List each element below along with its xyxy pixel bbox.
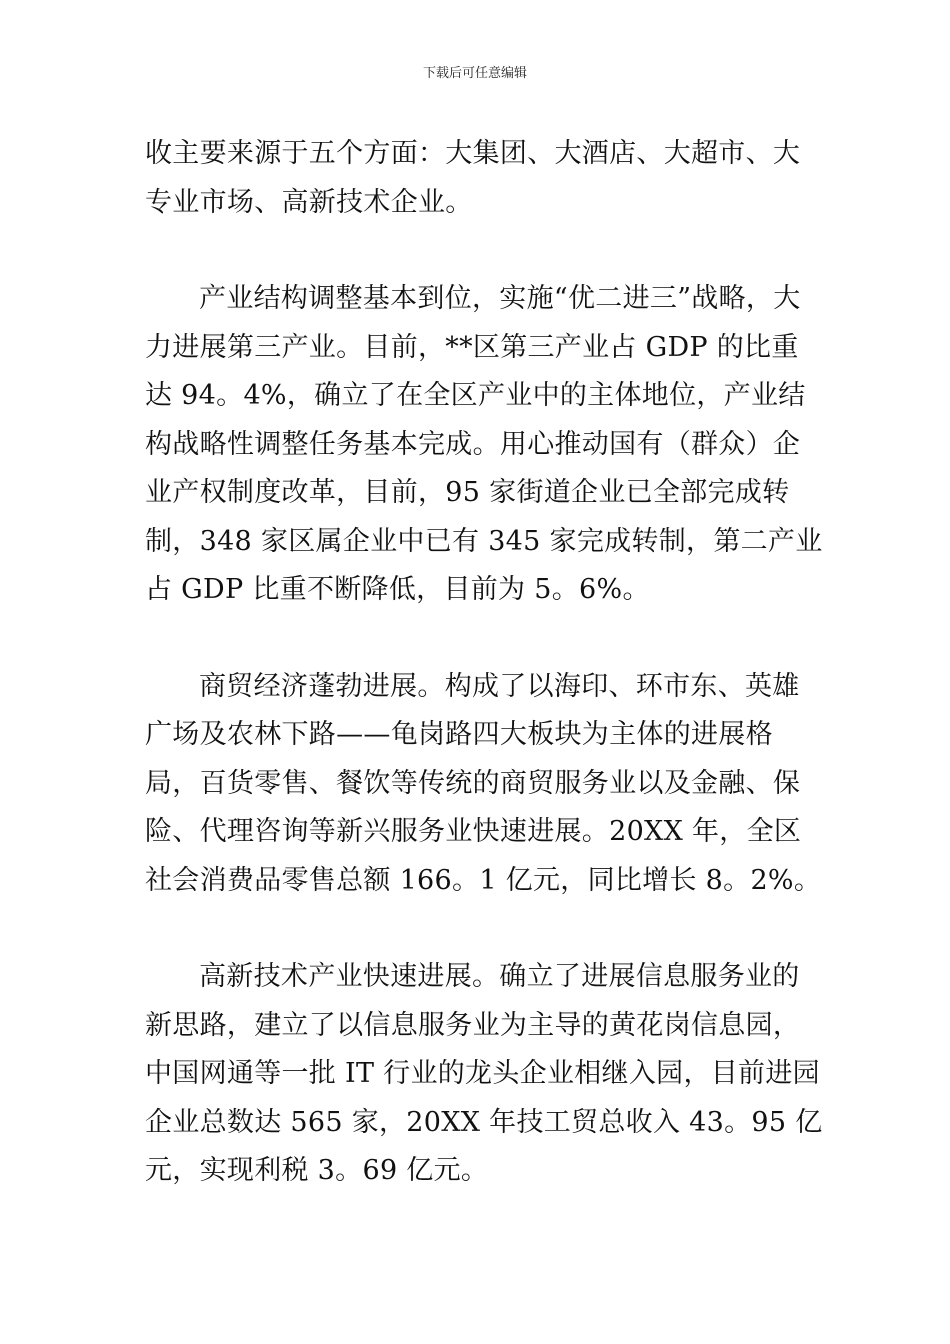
paragraph-continued: 收主要来源于五个方面：大集团、大酒店、大超市、大专业市场、高新技术企业。 [145,138,801,218]
document-body [145,130,825,1196]
paragraph-industrial-structure: 产业结构调整基本到位，实施“优二进三”战略，大力进展第三产业。目前，**区第三产业占 GDP 的比重达 94。4%，确立了在全区产业中的主体地位，产业结构战略性调整任务基本完成。用心推动国有（群众）企业产权制度改革，目前，95 家街道企业已全部完成转制，348 家区属企业中已有 345 家完成转制，第二产业占 GDP 比重不断降低，目前为 5。6%。 [145,283,823,605]
paragraph-gap [145,227,825,275]
paragraph-high-tech: 高新技术产业快速进展。确立了进展信息服务业的新思路，建立了以信息服务业为主导的黄花岗信息园，中国网通等一批 IT 行业的龙头企业相继入园，目前进园企业总数达 565 家，20XX 年技工贸总收入 43。95 亿元，实现利税 3。69 亿元。 [145,961,823,1186]
paragraph-gap [145,905,825,953]
page-header: 下载后可任意编辑 [422,66,527,81]
paragraph-commerce: 商贸经济蓬勃进展。构成了以海印、环市东、英雄广场及农林下路——龟岗路四大板块为主体的进展格局，百货零售、餐饮等传统的商贸服务业以及金融、保险、代理咨询等新兴服务业快速进展。20XX 年，全区社会消费品零售总额 166。1 亿元，同比增长 8。2%。 [145,670,822,896]
paragraph-gap [145,615,825,663]
